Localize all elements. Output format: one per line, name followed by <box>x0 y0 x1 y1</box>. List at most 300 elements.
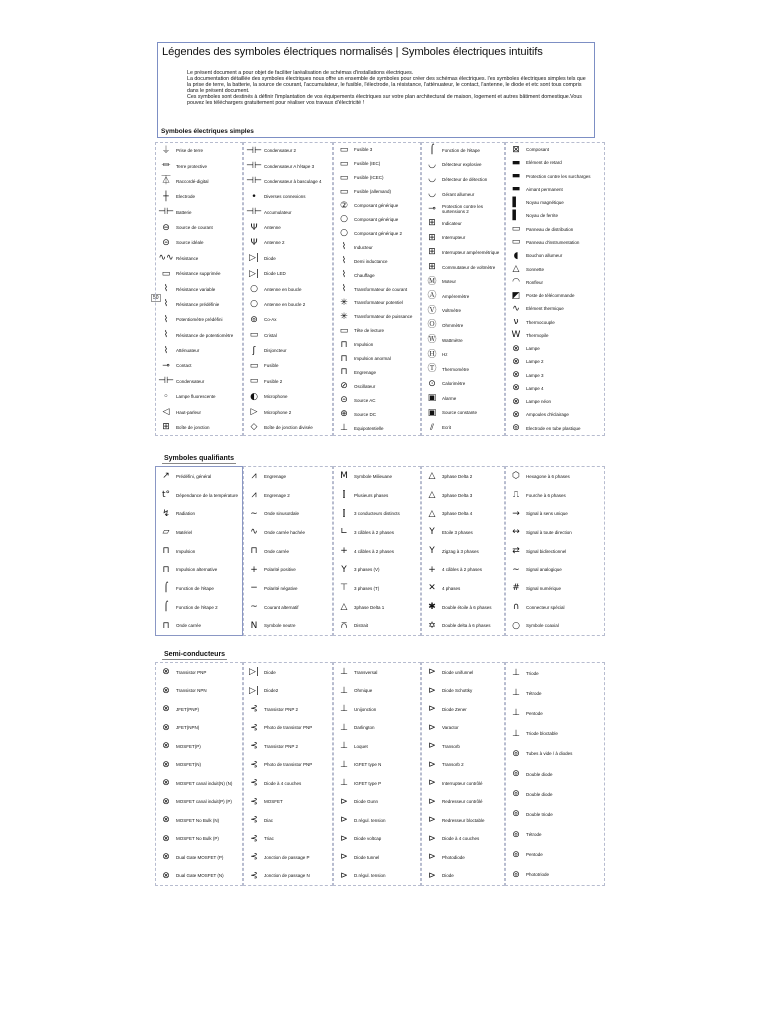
symbol-row <box>422 420 504 435</box>
symbol-row <box>506 523 604 542</box>
symbol-label: Jonction de passage N <box>264 873 310 879</box>
symbol-row <box>244 663 332 682</box>
symbol-label: Diode voltcap <box>354 836 382 842</box>
symbol-label: Thermocouple <box>526 319 555 325</box>
symbol-row <box>506 342 604 355</box>
symbol-label: Lampe néon <box>526 399 552 405</box>
symbol-row <box>422 848 504 867</box>
symbol-row <box>156 143 242 158</box>
symbol-row <box>506 744 604 764</box>
symbol-row <box>156 312 242 327</box>
symbol-label: Fusible (ICEC) <box>354 175 384 181</box>
symbol-row <box>422 391 504 406</box>
symbol-label: Protection contre les surtensions 2 <box>442 203 484 214</box>
qualifiants-column-1 <box>155 466 243 636</box>
symbol-icon: ⊗ <box>162 759 170 770</box>
symbol-row <box>422 274 504 289</box>
symbol-row <box>334 719 420 738</box>
symbol-row <box>334 379 420 393</box>
symbol-icon: ○ <box>340 214 348 225</box>
symbol-label: Transistor PNP 2 <box>264 743 299 749</box>
symbol-label: Lampe 4 <box>526 385 544 391</box>
symbol-icon: ⏚ <box>161 145 171 156</box>
symbol-row <box>422 231 504 246</box>
symbol-row <box>244 281 332 296</box>
symbol-label: Diode Zener <box>442 706 467 712</box>
symbol-row <box>506 467 604 486</box>
symbol-label: Source de courant <box>176 225 213 231</box>
symbol-icon: ⌇ <box>163 284 169 295</box>
symbol-icon: ⊞ <box>162 422 170 433</box>
symbol-label: Potentiomètre prédéfini <box>176 317 223 323</box>
symbol-row <box>506 395 604 408</box>
semi-column-5 <box>505 662 605 886</box>
symbol-icon: ⩃ <box>340 620 348 631</box>
symbol-label: Microphone 2 <box>264 409 292 415</box>
symbol-label: Noyau de ferrite <box>526 213 559 219</box>
symbol-icon: ∩ <box>512 602 520 613</box>
symbol-row <box>334 185 420 199</box>
symbol-label: 4 câbles à 2 phases <box>442 567 483 573</box>
symbol-row <box>506 804 604 824</box>
symbol-row <box>244 598 332 617</box>
symbol-row <box>334 268 420 282</box>
symbol-row <box>506 764 604 784</box>
simples-column-1 <box>155 142 243 436</box>
symbol-label: Fusible 2 <box>264 378 283 384</box>
symbol-row <box>244 266 332 281</box>
simples-column-2 <box>243 142 333 436</box>
symbol-icon: ⊰ <box>250 759 258 770</box>
symbol-row <box>244 867 332 886</box>
symbol-label: JFET(PNP) <box>176 706 199 712</box>
symbol-row <box>422 793 504 812</box>
symbols-grid-qualifiants <box>155 466 605 636</box>
symbol-row <box>156 756 242 775</box>
symbol-icon: ⊗ <box>512 396 520 407</box>
symbol-icon: ▬ <box>511 171 521 182</box>
symbol-row <box>156 504 242 523</box>
symbol-label: Double delta à 6 phases <box>442 623 491 629</box>
symbol-label: Gérant allumeur <box>442 191 475 197</box>
symbol-icon: ◡ <box>428 174 436 185</box>
symbol-label: 3phase Delta 3 <box>442 492 473 498</box>
symbol-row <box>506 249 604 262</box>
symbol-label: Composant générique 2 <box>354 230 403 236</box>
symbol-icon: ∼ <box>512 564 520 575</box>
symbol-row <box>244 467 332 486</box>
symbol-icon: ⊳ <box>428 741 436 752</box>
symbol-label: Photo de transistor PNP <box>264 725 313 731</box>
symbol-row <box>334 199 420 213</box>
symbol-icon: Ⓞ <box>427 320 437 331</box>
symbol-row <box>156 328 242 343</box>
symbol-label: Composant générique <box>354 216 399 222</box>
symbol-label: Loquet <box>354 743 368 749</box>
symbol-row <box>156 389 242 404</box>
symbol-label: Source AC <box>354 397 376 403</box>
symbol-row <box>334 504 420 523</box>
symbol-label: Signal à toute direction <box>526 529 572 535</box>
symbol-row <box>156 251 242 266</box>
symbol-icon: ⊥ <box>340 778 348 789</box>
symbol-label: Contact <box>176 363 192 369</box>
symbol-icon: ⊣⊢ <box>158 376 174 387</box>
symbol-label: Ohmmètre <box>442 322 464 328</box>
symbol-icon: ◇ <box>250 422 258 433</box>
symbol-label: Onde sinusoïdale <box>264 511 300 517</box>
symbol-row <box>334 467 420 486</box>
symbol-icon: ▌ <box>512 210 520 221</box>
symbol-icon: ⊣⊢ <box>246 207 262 218</box>
symbol-icon: ⊚ <box>250 314 258 325</box>
symbol-label: Diode2 <box>264 688 279 694</box>
side-label: 50 <box>153 295 159 301</box>
symbol-label: Noyau magnétique <box>526 200 564 206</box>
symbol-row <box>506 703 604 723</box>
symbol-icon: ⊚ <box>512 748 520 759</box>
symbol-label: Diode Schottky <box>442 688 473 694</box>
symbol-icon: ⊳ <box>428 704 436 715</box>
qualifiants-column-2 <box>243 466 333 636</box>
symbol-label: Raccordé-digital <box>176 178 209 184</box>
symbol-row <box>244 830 332 849</box>
symbol-icon: ⎍ <box>512 490 520 500</box>
symbol-label: Double étoile à 6 phases <box>442 604 492 610</box>
symbol-icon: ⊰ <box>250 870 258 881</box>
symbol-icon: ⊥ <box>340 759 348 770</box>
symbol-icon: ⊰ <box>250 833 258 844</box>
symbol-label: Résistance de potentiomètre <box>176 332 234 338</box>
simples-column-3 <box>333 142 421 436</box>
symbol-icon: ⊗ <box>162 778 170 789</box>
symbol-icon: ⊓ <box>340 353 348 364</box>
symbol-icon: ○ <box>340 228 348 239</box>
symbol-label: Electrode en tube plastique <box>526 425 581 431</box>
symbol-label: Source constante <box>442 410 478 416</box>
symbol-label: Diode LED <box>264 271 286 277</box>
symbol-icon: △ <box>428 508 436 519</box>
intro-text <box>187 70 589 107</box>
symbol-label: MOSFET <box>264 799 283 805</box>
symbol-row <box>244 420 332 435</box>
symbol-row <box>506 276 604 289</box>
symbol-row <box>156 235 242 250</box>
symbol-icon: ○ <box>512 620 520 631</box>
section-title-simples: Symboles électriques simples <box>161 128 254 135</box>
symbol-row <box>422 406 504 421</box>
symbol-row <box>244 542 332 561</box>
symbol-icon: ▷| <box>249 253 259 264</box>
symbol-row <box>422 289 504 304</box>
symbol-label: Transversal <box>354 669 378 675</box>
symbol-label: Electrode <box>176 194 196 200</box>
symbol-row <box>244 143 332 158</box>
symbol-icon: ▭ <box>249 376 259 387</box>
symbol-row <box>422 663 504 682</box>
symbol-label: Symbole Milieuane <box>354 473 393 479</box>
symbol-icon: ⫽ <box>429 422 434 433</box>
symbol-icon: Y <box>429 527 435 538</box>
symbol-icon: Ψ <box>250 222 258 233</box>
symbol-row <box>156 774 242 793</box>
symbol-label: Transistor PNP 2 <box>264 706 299 712</box>
symbol-row <box>506 845 604 865</box>
symbol-label: Sonnette <box>526 266 545 272</box>
symbol-label: Condensateur A l'étape 3 <box>264 163 315 169</box>
symbol-label: Symbole neutre <box>264 623 296 629</box>
symbol-icon: ν <box>513 317 519 328</box>
symbol-row <box>334 352 420 366</box>
symbol-icon: ⊳ <box>428 852 436 863</box>
symbol-row <box>334 579 420 598</box>
symbol-icon: △ <box>428 471 436 482</box>
symbol-label: Onde carrée hachée <box>264 529 306 535</box>
symbol-icon: ▌ <box>512 197 520 208</box>
symbol-row <box>244 811 332 830</box>
symbol-icon: Ⓜ <box>427 276 437 287</box>
symbol-label: MOSFET canal induit(N) (N) <box>176 780 233 786</box>
symbol-row <box>244 560 332 579</box>
symbol-icon: ⊗ <box>162 870 170 881</box>
symbol-icon: ▬ <box>511 157 521 168</box>
symbol-icon: Ⓗ <box>427 349 437 360</box>
symbol-row <box>422 811 504 830</box>
symbol-icon: ⌇ <box>341 256 347 267</box>
symbol-icon: ② <box>339 200 349 211</box>
symbol-label: 3phase Delta 4 <box>442 511 473 517</box>
symbol-label: Alarme <box>442 395 457 401</box>
symbol-row <box>506 504 604 523</box>
symbol-icon: ⊗ <box>512 383 520 394</box>
symbol-icon: ▭ <box>339 158 349 169</box>
symbol-label: 3phase Delta 1 <box>354 604 385 610</box>
symbol-label: Impulsion alternative <box>176 567 218 573</box>
symbol-label: Disjoncteur <box>264 348 287 354</box>
symbol-row <box>422 362 504 377</box>
qualifiants-column-3 <box>333 466 421 636</box>
symbol-icon: ↗ <box>162 471 170 482</box>
symbol-row <box>422 260 504 275</box>
symbol-icon: ⩘ <box>251 471 257 482</box>
symbol-label: 3 phases (T) <box>354 585 380 591</box>
symbol-row <box>244 756 332 775</box>
semi-column-1 <box>155 662 243 886</box>
symbol-label: Fusible (allemand) <box>354 189 392 195</box>
symbol-label: Tétrode <box>526 690 542 696</box>
symbol-icon: ⊳ <box>428 667 436 678</box>
symbol-icon: ⬡ <box>512 471 520 482</box>
symbol-icon: ⊖ <box>162 222 170 233</box>
symbol-row <box>156 374 242 389</box>
symbol-icon: ⊳ <box>340 815 348 826</box>
symbol-icon: ◁ <box>162 407 170 418</box>
symbol-icon: ⇄ <box>512 546 520 557</box>
symbol-row <box>422 347 504 362</box>
symbol-label: Chauffage <box>354 272 375 278</box>
symbol-label: Fourche à 6 phases <box>526 492 566 498</box>
symbol-icon: ⊗ <box>162 704 170 715</box>
symbol-label: Composant <box>526 147 550 153</box>
symbol-row <box>506 302 604 315</box>
symbol-label: 3 conducteurs distincts <box>354 511 400 517</box>
symbol-icon: ⊳ <box>428 870 436 881</box>
symbol-icon: ⊳ <box>340 870 348 881</box>
symbol-label: Symbole coaxial <box>526 623 559 629</box>
symbol-icon: ⊳ <box>340 796 348 807</box>
symbol-icon: ⌠ <box>163 602 169 613</box>
symbol-label: Diode <box>442 873 454 879</box>
symbol-icon: △ <box>512 264 520 275</box>
symbol-label: Fonction de l'étape <box>442 147 480 153</box>
symbol-row <box>506 579 604 598</box>
symbol-label: Triac <box>264 836 274 842</box>
symbol-icon: ⊥ <box>340 685 348 696</box>
symbol-icon: ▭ <box>339 186 349 197</box>
symbol-label: Batterie <box>176 209 192 215</box>
symbol-icon: ⊥ <box>340 704 348 715</box>
symbol-row <box>506 315 604 328</box>
symbol-row <box>422 201 504 216</box>
symbol-icon: ⊠ <box>512 144 520 155</box>
symbol-row <box>422 143 504 158</box>
symbol-row <box>156 467 242 486</box>
symbol-row <box>244 793 332 812</box>
symbol-icon: ⊗ <box>512 356 520 367</box>
symbol-label: Plusieurs phases <box>354 492 389 498</box>
symbol-row <box>422 486 504 505</box>
symbol-row <box>156 220 242 235</box>
symbol-icon: ⊚ <box>512 769 520 780</box>
symbol-label: Boîte de jonction divisée <box>264 424 313 430</box>
symbol-row <box>334 338 420 352</box>
symbol-row <box>422 700 504 719</box>
symbol-icon: ▣ <box>427 407 437 418</box>
symbol-row <box>156 560 242 579</box>
symbol-row <box>506 183 604 196</box>
symbol-row <box>244 486 332 505</box>
symbol-row <box>334 682 420 701</box>
symbol-row <box>244 737 332 756</box>
symbol-row <box>156 663 242 682</box>
symbol-label: 3 phases (V) <box>354 567 380 573</box>
symbol-label: Equipotentielle <box>354 425 384 431</box>
section-title-qualifiants: Symboles qualifiants <box>164 455 235 462</box>
symbol-label: Tête de lecture <box>354 328 385 334</box>
symbol-icon: ┼ <box>163 191 169 202</box>
symbol-label: Bouchon allumeur <box>526 253 563 259</box>
symbol-row <box>156 737 242 756</box>
section-title-semi: Semi-conducteurs <box>164 651 226 658</box>
symbol-label: Diverses connexions <box>264 194 306 200</box>
symbol-row <box>422 187 504 202</box>
symbol-label: Lampe fluorescente <box>176 394 216 400</box>
symbol-icon: ∟ <box>340 527 348 538</box>
symbol-icon: ▭ <box>249 330 259 341</box>
symbol-label: Aimant permanent <box>526 186 563 192</box>
symbol-label: Source idéale <box>176 240 204 246</box>
symbol-icon: ⌇ <box>341 270 347 281</box>
symbol-row <box>156 486 242 505</box>
symbol-row <box>156 848 242 867</box>
symbol-icon: ⊚ <box>512 789 520 800</box>
symbol-icon: Y <box>429 546 435 557</box>
symbol-row <box>334 811 420 830</box>
symbol-icon: ⫿ <box>342 508 346 519</box>
symbol-icon: ▷ <box>250 407 258 418</box>
symbol-row <box>334 774 420 793</box>
symbol-icon: ⊳ <box>428 759 436 770</box>
symbol-row <box>422 756 504 775</box>
qualifiants-column-4 <box>421 466 505 636</box>
symbol-icon: ⊳ <box>340 852 348 863</box>
symbol-label: Phototriode <box>526 872 550 878</box>
symbol-label: Transorb 2 <box>442 762 464 768</box>
symbol-icon: ⊥ <box>340 423 348 434</box>
symbol-row <box>506 560 604 579</box>
symbol-label: Tétrode <box>526 832 542 838</box>
symbol-row <box>244 312 332 327</box>
symbol-label: IGFET type P <box>354 780 382 786</box>
symbol-row <box>334 366 420 380</box>
symbol-row <box>244 158 332 173</box>
symbol-label: Microphone <box>264 394 288 400</box>
symbol-icon: ⊗ <box>162 833 170 844</box>
symbol-label: Varactor <box>442 725 459 731</box>
symbol-label: Composant générique <box>354 203 399 209</box>
symbol-icon: ◐ <box>250 391 258 402</box>
symbol-label: Diode <box>264 669 276 675</box>
symbol-row <box>334 171 420 185</box>
symbol-label: Résistance supprimée <box>176 271 221 277</box>
symbol-icon: ▭ <box>339 144 349 155</box>
symbol-label: Poste de télécommande <box>526 293 575 299</box>
symbol-label: Radiation <box>176 511 196 517</box>
symbol-icon: ⊥ <box>512 708 520 719</box>
symbol-label: Redresseur contrôlé <box>442 799 483 805</box>
symbol-label: Diode à 4 couches <box>442 836 480 842</box>
symbol-label: Lampe 2 <box>526 359 544 365</box>
symbol-icon: ⊰ <box>250 741 258 752</box>
intro-paragraph: La documentation détaillée des symboles électriques nous offre un ensemble de symboles pour créer des schémas électriques. l'es symboles électriques simples tels que la prise de terre, la batterie, la source de courant, l'accumulateur, le fusible, l'électrode, la résistance, l'atténuateur, le contact, l'antenne, le diode et etc sont tous compris dans le présent document. <box>187 76 586 95</box>
symbol-label: Prise de terre <box>176 148 204 154</box>
symbol-label: JFET(NPN) <box>176 725 200 731</box>
symbol-row <box>244 358 332 373</box>
symbol-icon: ▣ <box>427 393 437 404</box>
symbol-icon: ◖ <box>513 250 519 261</box>
symbol-label: Résistance variable <box>176 286 216 292</box>
symbol-row <box>244 251 332 266</box>
symbol-icon: ▬ <box>511 184 521 195</box>
symbol-icon: ⊥ <box>512 688 520 699</box>
symbol-icon: Ⓐ <box>427 291 437 302</box>
symbol-icon: ⊗ <box>162 852 170 863</box>
symbol-label: Ecrit <box>442 425 451 431</box>
symbol-icon: ✡ <box>428 620 436 631</box>
simples-column-5 <box>505 142 605 436</box>
symbol-row <box>156 266 242 281</box>
symbol-icon: ⊗ <box>162 741 170 752</box>
symbol-row <box>156 811 242 830</box>
symbol-row <box>506 683 604 703</box>
symbol-icon: ◡ <box>428 159 436 170</box>
symbol-label: Condensateur à basculage 4 <box>264 178 322 184</box>
intro-paragraph: Le présent document a pour objet de faciliter laréalisation de schémas d'installations électriques. <box>187 70 414 76</box>
symbol-row <box>334 226 420 240</box>
symbol-row <box>422 467 504 486</box>
symbol-row <box>244 220 332 235</box>
symbol-icon: ⊓ <box>162 546 170 557</box>
